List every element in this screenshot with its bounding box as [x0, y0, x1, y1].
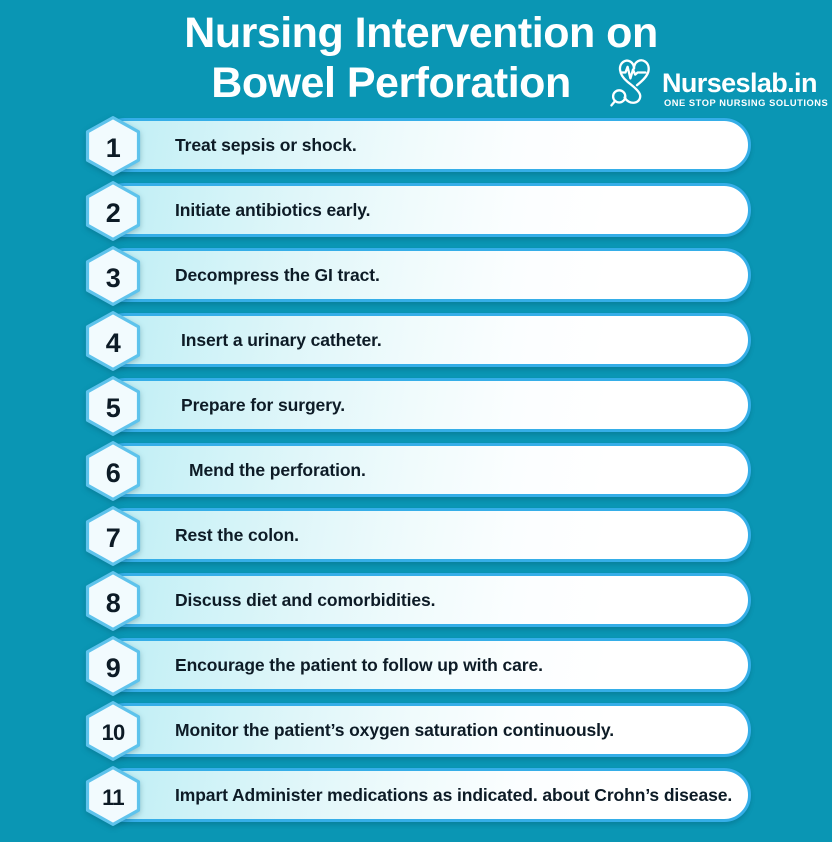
list-item-label: Impart Administer medications as indicated. about Crohn’s disease. — [175, 784, 733, 805]
number-badge-label: 8 — [105, 587, 121, 618]
list-item-6 — [84, 443, 751, 497]
list-item-bar — [98, 703, 751, 757]
list-item-bar — [98, 248, 751, 302]
list-item-label: Initiate antibiotics early. — [175, 199, 371, 220]
list-item-7 — [84, 508, 751, 562]
list-item-4 — [84, 313, 751, 367]
list-item-10 — [84, 703, 751, 757]
intervention-list — [0, 118, 832, 822]
list-item-9 — [84, 638, 751, 692]
list-item-3 — [84, 248, 751, 302]
list-item-label: Prepare for surgery. — [181, 394, 345, 415]
list-item-bar — [98, 638, 751, 692]
list-item-bar — [98, 508, 751, 562]
list-item-label: Monitor the patient’s oxygen saturation continuously. — [175, 719, 615, 740]
number-badge-label: 5 — [105, 392, 121, 423]
list-item-label: Mend the perforation. — [189, 459, 366, 480]
logo-tagline: ONE STOP NURSING SOLUTIONS — [664, 98, 829, 108]
number-badge-label: 9 — [105, 652, 121, 683]
list-item-bar — [98, 768, 751, 822]
list-item-bar — [98, 378, 751, 432]
brand-logo — [604, 56, 829, 114]
list-item-1 — [84, 118, 751, 172]
number-badge-label: 11 — [102, 785, 124, 810]
number-badge-label: 2 — [105, 197, 121, 228]
number-badge-label: 7 — [105, 522, 121, 553]
list-item-bar — [98, 573, 751, 627]
list-item-bar — [98, 183, 751, 237]
list-item-label: Discuss diet and comorbidities. — [175, 589, 436, 610]
number-badge-label: 4 — [105, 327, 121, 358]
list-item-label: Treat sepsis or shock. — [175, 134, 357, 155]
header — [0, 0, 832, 118]
number-badge-label: 1 — [105, 132, 121, 163]
list-item-label: Rest the colon. — [175, 524, 299, 545]
list-item-bar — [98, 118, 751, 172]
logo-text — [662, 56, 828, 110]
number-badge-label: 10 — [101, 720, 125, 745]
stethoscope-heart-ecg-icon — [604, 56, 666, 114]
title-line-2: Bowel Perforation — [211, 59, 571, 107]
list-item-8 — [84, 573, 751, 627]
title-line-1: Nursing Intervention on — [184, 9, 658, 57]
list-item-bar — [98, 313, 751, 367]
list-item-label: Encourage the patient to follow up with care. — [175, 654, 543, 675]
logo-brand-name: Nurseslab.in — [662, 68, 817, 98]
list-item-bar — [98, 443, 751, 497]
list-item-label: Insert a urinary catheter. — [181, 329, 382, 350]
number-badge-label: 6 — [105, 457, 121, 488]
list-item-11 — [84, 768, 751, 822]
list-item-label: Decompress the GI tract. — [175, 264, 380, 285]
number-badge-label: 3 — [105, 262, 121, 293]
list-item-2 — [84, 183, 751, 237]
list-item-5 — [84, 378, 751, 432]
